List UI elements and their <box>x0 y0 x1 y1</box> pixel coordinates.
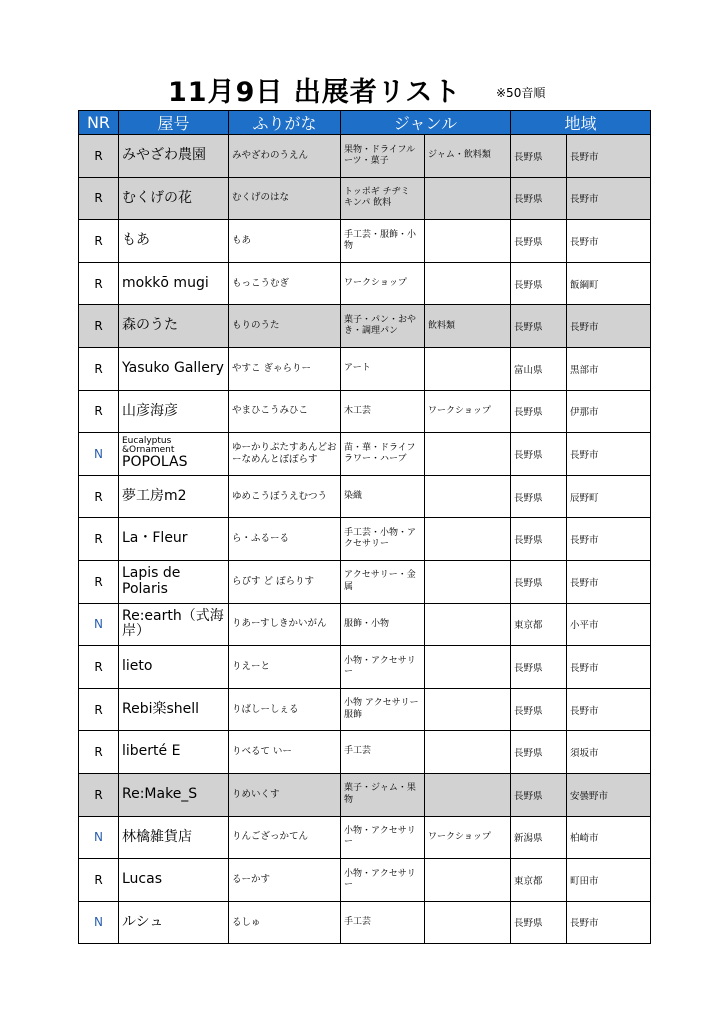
name-text: 夢工房m2 <box>122 487 187 504</box>
name-text: Lucas <box>122 871 162 888</box>
genre2-cell: ワークショップ <box>425 390 511 433</box>
name-text: 森のうた <box>122 317 178 334</box>
genre-cell: ワークショップ <box>341 262 425 305</box>
table-row <box>79 731 651 774</box>
table-row <box>79 433 651 476</box>
prefecture-cell: 長野県 <box>511 773 567 816</box>
table-row <box>79 220 651 263</box>
city-cell: 長野市 <box>567 433 651 476</box>
genre2-cell <box>425 731 511 774</box>
kana-cell: りんござっかてん <box>229 816 341 859</box>
nr-cell: R <box>79 135 119 178</box>
genre2-cell: ジャム・飲料類 <box>425 135 511 178</box>
genre-cell: 木工芸 <box>341 390 425 433</box>
kana-cell: もりのうた <box>229 305 341 348</box>
name-text: Lapis de Polaris <box>122 565 181 597</box>
nr-cell: N <box>79 901 119 944</box>
name-text: Yasuko Gallery <box>122 360 224 377</box>
name-cell <box>119 390 229 433</box>
city-cell: 長野市 <box>567 220 651 263</box>
kana-cell: もあ <box>229 220 341 263</box>
name-cell <box>119 262 229 305</box>
name-text: 山彦海彦 <box>122 402 178 419</box>
name-cell <box>119 347 229 390</box>
name-cell <box>119 773 229 816</box>
kana-cell: るーかす <box>229 859 341 902</box>
genre-cell: 小物・アクセサリー <box>341 859 425 902</box>
genre2-cell <box>425 603 511 646</box>
prefecture-cell: 長野県 <box>511 518 567 561</box>
city-cell: 長野市 <box>567 135 651 178</box>
name-text: みやざわ農園 <box>122 147 206 164</box>
city-cell: 長野市 <box>567 688 651 731</box>
table-row <box>79 901 651 944</box>
city-cell: 長野市 <box>567 901 651 944</box>
table-row <box>79 603 651 646</box>
name-cell <box>119 518 229 561</box>
prefecture-cell: 長野県 <box>511 901 567 944</box>
city-cell: 長野市 <box>567 646 651 689</box>
prefecture-cell: 東京都 <box>511 859 567 902</box>
name-cell <box>119 475 229 518</box>
genre2-cell <box>425 347 511 390</box>
genre-cell: 菓子・パン・おやき・調理パン <box>341 305 425 348</box>
nr-cell: N <box>79 433 119 476</box>
city-cell: 黒部市 <box>567 347 651 390</box>
header-name: 屋号 <box>119 111 229 135</box>
prefecture-cell: 東京都 <box>511 603 567 646</box>
nr-cell: N <box>79 816 119 859</box>
prefecture-cell: 長野県 <box>511 390 567 433</box>
sort-note: ※50音順 <box>496 86 546 100</box>
name-cell <box>119 816 229 859</box>
city-cell: 長野市 <box>567 177 651 220</box>
prefecture-cell: 長野県 <box>511 135 567 178</box>
genre-cell: 小物・アクセサリー <box>341 816 425 859</box>
genre-cell: トッポギ チヂミ キンパ 飲料 <box>341 177 425 220</box>
genre2-cell: ワークショップ <box>425 816 511 859</box>
header-kana: ふりがな <box>229 111 341 135</box>
name-text: POPOLAS <box>122 454 188 471</box>
kana-cell: るしゅ <box>229 901 341 944</box>
table-row <box>79 816 651 859</box>
prefecture-cell: 長野県 <box>511 220 567 263</box>
genre2-cell <box>425 646 511 689</box>
city-cell: 長野市 <box>567 305 651 348</box>
nr-cell: R <box>79 262 119 305</box>
prefecture-cell: 長野県 <box>511 560 567 603</box>
name-text: mokkō mugi <box>122 274 209 291</box>
genre2-cell <box>425 560 511 603</box>
genre-cell: アート <box>341 347 425 390</box>
nr-cell: R <box>79 560 119 603</box>
genre-cell: アクセサリー・金属 <box>341 560 425 603</box>
name-text: ルシュ <box>122 913 164 930</box>
table-row <box>79 688 651 731</box>
name-text: 林檎雑貨店 <box>122 828 192 845</box>
table-row <box>79 560 651 603</box>
kana-cell: りめいくす <box>229 773 341 816</box>
prefecture-cell: 長野県 <box>511 177 567 220</box>
name-text: もあ <box>122 232 150 249</box>
genre2-cell <box>425 177 511 220</box>
city-cell: 町田市 <box>567 859 651 902</box>
name-text: liberté E <box>122 743 181 760</box>
nr-cell: R <box>79 390 119 433</box>
table-row <box>79 135 651 178</box>
name-cell <box>119 901 229 944</box>
table-row <box>79 518 651 561</box>
nr-cell: R <box>79 731 119 774</box>
genre-cell: 小物 アクセサリー 服飾 <box>341 688 425 731</box>
table-row <box>79 390 651 433</box>
city-cell: 長野市 <box>567 518 651 561</box>
city-cell: 小平市 <box>567 603 651 646</box>
city-cell: 須坂市 <box>567 731 651 774</box>
nr-cell: R <box>79 688 119 731</box>
genre2-cell <box>425 773 511 816</box>
genre-cell: 小物・アクセサリー <box>341 646 425 689</box>
table-header-row <box>79 111 651 135</box>
table-row <box>79 859 651 902</box>
genre-cell: 苗・華・ドライフラワー・ハーブ <box>341 433 425 476</box>
name-text: むくげの花 <box>122 189 192 206</box>
nr-cell: R <box>79 347 119 390</box>
nr-cell: R <box>79 177 119 220</box>
nr-cell: R <box>79 518 119 561</box>
table-row <box>79 305 651 348</box>
nr-cell: R <box>79 305 119 348</box>
prefecture-cell: 長野県 <box>511 475 567 518</box>
name-text: La・Fleur <box>122 530 188 547</box>
kana-cell: りえーと <box>229 646 341 689</box>
kana-cell: もっこうむぎ <box>229 262 341 305</box>
genre-cell: 手工芸 <box>341 901 425 944</box>
title-row <box>0 70 724 106</box>
prefecture-cell: 長野県 <box>511 262 567 305</box>
nr-cell: R <box>79 475 119 518</box>
table-body <box>79 135 651 944</box>
name-cell <box>119 433 229 476</box>
city-cell: 辰野町 <box>567 475 651 518</box>
prefecture-cell: 長野県 <box>511 688 567 731</box>
kana-cell: らぴす ど ぽらりす <box>229 560 341 603</box>
kana-cell: むくげのはな <box>229 177 341 220</box>
kana-cell: やすこ ぎゃらりー <box>229 347 341 390</box>
table-row <box>79 646 651 689</box>
header-genre: ジャンル <box>341 111 511 135</box>
genre2-cell <box>425 518 511 561</box>
name-text: lieto <box>122 658 153 675</box>
genre2-cell: 飲料類 <box>425 305 511 348</box>
prefecture-cell: 長野県 <box>511 731 567 774</box>
name-cell <box>119 688 229 731</box>
kana-cell: りあーすしきかいがん <box>229 603 341 646</box>
nr-cell: R <box>79 220 119 263</box>
genre2-cell <box>425 688 511 731</box>
genre2-cell <box>425 859 511 902</box>
table-row <box>79 262 651 305</box>
table-row <box>79 347 651 390</box>
kana-cell: ら・ふるーる <box>229 518 341 561</box>
name-text: Rebi楽shell <box>122 700 200 717</box>
genre2-cell <box>425 433 511 476</box>
table-row <box>79 177 651 220</box>
name-text: Re:Make_S <box>122 786 198 802</box>
name-cell <box>119 859 229 902</box>
city-cell: 安曇野市 <box>567 773 651 816</box>
genre-cell: 菓子・ジャム・果物 <box>341 773 425 816</box>
kana-cell: ゆめこうぼうえむつう <box>229 475 341 518</box>
name-cell <box>119 220 229 263</box>
genre-cell: 染織 <box>341 475 425 518</box>
header-region: 地域 <box>511 111 651 135</box>
name-small-text: Eucalyptus &Ornament <box>122 436 175 456</box>
nr-cell: R <box>79 646 119 689</box>
table-row <box>79 773 651 816</box>
prefecture-cell: 長野県 <box>511 433 567 476</box>
genre-cell: 手工芸・小物・アクセサリー <box>341 518 425 561</box>
kana-cell: みやざわのうえん <box>229 135 341 178</box>
name-cell <box>119 560 229 603</box>
nr-cell: N <box>79 603 119 646</box>
header-nr: NR <box>79 111 119 135</box>
genre-cell: 手工芸 <box>341 731 425 774</box>
name-cell <box>119 603 229 646</box>
city-cell: 伊那市 <box>567 390 651 433</box>
genre-cell: 手工芸・服飾・小物 <box>341 220 425 263</box>
kana-cell: りばしーしぇる <box>229 688 341 731</box>
name-text: Re:earth（式海岸） <box>122 607 224 640</box>
city-cell: 飯綱町 <box>567 262 651 305</box>
kana-cell: りべるて いー <box>229 731 341 774</box>
genre2-cell <box>425 262 511 305</box>
genre2-cell <box>425 220 511 263</box>
page-title: 11月9日 出展者リスト <box>168 77 462 108</box>
nr-cell: R <box>79 773 119 816</box>
name-cell <box>119 135 229 178</box>
genre2-cell <box>425 901 511 944</box>
city-cell: 柏崎市 <box>567 816 651 859</box>
city-cell: 長野市 <box>567 560 651 603</box>
nr-cell: R <box>79 859 119 902</box>
exhibitor-table <box>78 110 651 944</box>
genre2-cell <box>425 475 511 518</box>
genre-cell: 服飾・小物 <box>341 603 425 646</box>
name-cell <box>119 177 229 220</box>
kana-cell: やまひこうみひこ <box>229 390 341 433</box>
name-cell <box>119 731 229 774</box>
name-cell <box>119 305 229 348</box>
genre-cell: 果物・ドライフルーツ・菓子 <box>341 135 425 178</box>
kana-cell: ゆーかりぷたすあんどおーなめんとぽぽらす <box>229 433 341 476</box>
prefecture-cell: 長野県 <box>511 305 567 348</box>
prefecture-cell: 長野県 <box>511 646 567 689</box>
name-cell <box>119 646 229 689</box>
prefecture-cell: 新潟県 <box>511 816 567 859</box>
table-row <box>79 475 651 518</box>
prefecture-cell: 富山県 <box>511 347 567 390</box>
